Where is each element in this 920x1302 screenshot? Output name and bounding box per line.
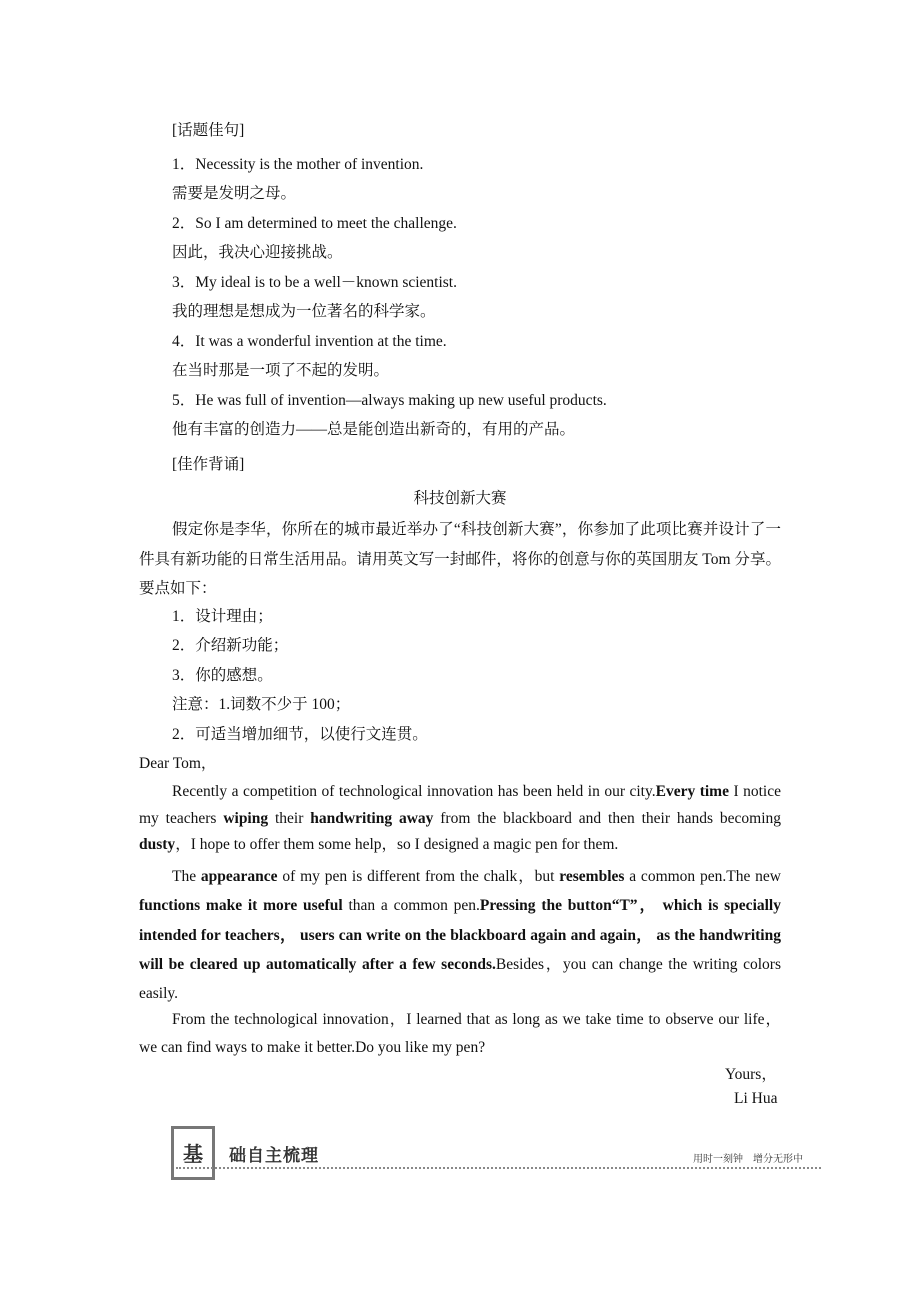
text-segment: Recently a competition of technological innovation has been held in our city. — [172, 783, 656, 800]
banner-char: 基 — [183, 1142, 203, 1166]
topic-heading: [话题佳句] — [172, 122, 245, 139]
sentence-zh: 我的理想是想成为一位著名的科学家。 — [172, 303, 436, 320]
sentence-en: 1．Necessity is the mother of invention. — [172, 156, 424, 173]
banner-title: 础自主梳理 — [229, 1146, 319, 1166]
bold-phrase: Every time — [655, 783, 729, 800]
point: 1．设计理由； — [172, 608, 273, 625]
text-segment: From the technological innovation，I learned that as long as we take time to observe our life，we can find ways to make it better.Do you like my pen? — [139, 1011, 781, 1056]
bold-phrase: appearance — [200, 868, 278, 885]
text-segment: a common pen.The new — [624, 868, 781, 885]
text-segment: than a common pen. — [342, 897, 480, 915]
prompt-paragraph: 假定你是李华，你所在的城市最近举办了“科技创新大赛”，你参加了此项比赛并设计了一件具有新功能的日常生活用品。请用英文写一封邮件，将你的创意与你的英国朋友 Tom 分享。要点如下： — [139, 521, 781, 597]
sentence-en: 3．My ideal is to be a well－known scientist. — [172, 274, 457, 291]
greeting: Dear Tom， — [139, 755, 217, 772]
sentence-zh: 因此，我决心迎接挑战。 — [172, 244, 343, 261]
essay-paragraph — [139, 1006, 781, 1062]
essay-paragraph — [139, 779, 781, 859]
bold-phrase: handwriting away — [310, 809, 434, 827]
banner-divider — [176, 1167, 821, 1169]
section-banner — [171, 1126, 821, 1178]
bold-phrase: dusty — [139, 836, 176, 853]
point: 2．介绍新功能； — [172, 637, 289, 654]
note: 注意：1.词数不少于 100； — [172, 696, 351, 713]
sentence-en: 2．So I am determined to meet the challenge. — [172, 215, 457, 232]
text-segment: their — [268, 809, 311, 827]
banner-slogan: 用时一刻钟 增分无形中 — [693, 1154, 803, 1165]
bold-phrase: resembles — [559, 868, 625, 885]
sentence-zh: 需要是发明之母。 — [172, 185, 297, 202]
sentence-zh: 在当时那是一项了不起的发明。 — [172, 362, 390, 379]
essay-paragraph — [139, 862, 781, 1008]
text-segment: ，I hope to offer them some help，so I designed a magic pen for them. — [175, 836, 619, 853]
text-segment: of my pen is different from the chalk，but — [277, 868, 560, 885]
model-heading: [佳作背诵] — [172, 456, 245, 473]
sentence-en: 4．It was a wonderful invention at the time. — [172, 333, 447, 350]
text-segment: The — [172, 868, 201, 885]
text-segment: I notice my teachers — [139, 783, 781, 827]
bold-phrase: functions make it more useful — [139, 897, 343, 915]
signature: Li Hua — [734, 1090, 778, 1107]
essay-title: 科技创新大赛 — [413, 490, 507, 507]
closing: Yours， — [725, 1066, 777, 1083]
bold-phrase: wiping — [223, 809, 269, 827]
sentence-en: 5．He was full of invention—always making up new useful products. — [172, 392, 607, 409]
point: 3．你的感想。 — [172, 667, 273, 684]
bold-phrase: Pressing the button“T”， which is specially intended for teachers， users can write on the blackboard again and again， as the handwriting will be cleared up automatically after a few seconds. — [139, 897, 781, 973]
text-segment: from the blackboard and then their hands becoming — [433, 809, 781, 827]
text-segment: Besides，you can change the writing colors easily. — [139, 955, 781, 1003]
sentence-zh: 他有丰富的创造力——总是能创造出新奇的，有用的产品。 — [172, 421, 576, 438]
note: 2．可适当增加细节，以使行文连贯。 — [172, 726, 428, 743]
